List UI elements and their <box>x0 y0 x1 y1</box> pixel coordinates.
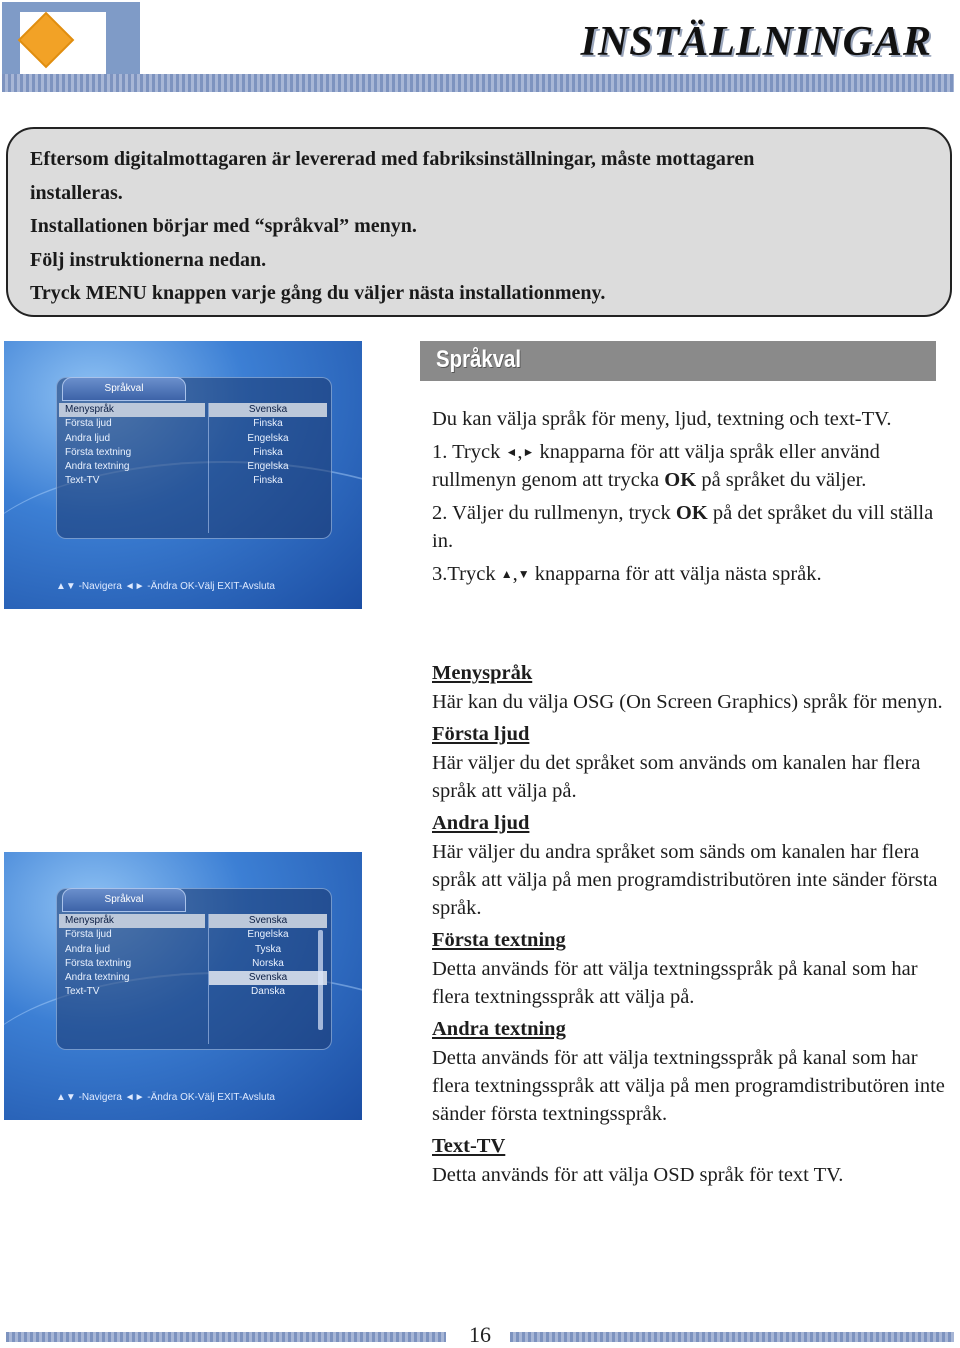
osd-menu-item: Första textning <box>65 957 132 969</box>
osd-menu-item: Menyspråk <box>59 914 205 928</box>
osd-menu-item: Text-TV <box>65 475 100 487</box>
osd-scrollbar <box>318 930 323 1030</box>
osd-menu-item: Text-TV <box>65 986 100 998</box>
osd-menu-item: Andra ljud <box>65 943 111 955</box>
step-1: 1. Tryck ◄,► knapparna för att välja språk eller använd rullmenyn genom att trycka OK på språket du väljer. <box>432 441 880 491</box>
osd-value-item: Norska <box>252 957 284 969</box>
ok-key-label: OK <box>664 469 697 491</box>
osd-menu-item: Första ljud <box>65 418 112 430</box>
intro-line: Eftersom digitalmottagaren är levererad med fabriksinställningar, måste mottagaren <box>30 148 755 170</box>
section-instructions <box>432 405 952 593</box>
osd-menu-tab: Språkval <box>62 377 186 401</box>
osd-value-item: Danska <box>251 986 285 998</box>
definition-desc: Detta används för att välja textningsspråk på kanal som har flera textningsspråk att välja på. <box>432 958 918 1008</box>
osd-value-list <box>208 403 327 533</box>
section-intro: Du kan välja språk för meny, ljud, textning och text-TV. <box>432 408 892 430</box>
osd-help-bar: ▲▼ -Navigera ◄► -Ändra OK-Välj EXIT-Avsluta <box>56 581 275 592</box>
osd-menu-item: Andra ljud <box>65 432 111 444</box>
footer-rule-left <box>6 1332 446 1342</box>
page-number: 16 <box>469 1322 491 1347</box>
definition-term: Första textning <box>432 929 566 951</box>
osd-menu-item: Menyspråk <box>59 403 205 417</box>
header-rule <box>2 74 954 92</box>
definitions-list <box>432 655 952 1191</box>
osd-value-item: Tyska <box>254 943 282 955</box>
language-menu-screenshot <box>4 341 362 609</box>
osd-value-item: Engelska <box>247 461 289 473</box>
definition-desc: Här väljer du andra språket som sänds om kanalen har flera språk att välja på men programdistributören inte sänder första språk. <box>432 841 938 919</box>
osd-menu-list <box>59 403 205 533</box>
osd-menu-item: Första ljud <box>65 929 112 941</box>
intro-line: installeras. <box>30 181 123 204</box>
osd-menu-item: Andra textning <box>65 461 130 473</box>
definition-term: Menyspråk <box>432 662 533 684</box>
definition-desc: Detta används för att välja textningsspråk på kanal som har flera textningsspråk att välja på men programdistributören inte sänder första textningsspråk. <box>432 1047 945 1125</box>
section-heading: Språkval <box>436 346 522 373</box>
osd-value-item: Svenska <box>209 971 327 985</box>
definition-desc: Detta används för att välja OSD språk för text TV. <box>432 1164 844 1186</box>
right-arrow-icon: ► <box>522 445 535 459</box>
page-title: INSTÄLLNINGAR <box>580 19 932 65</box>
intro-line: Följ instruktionerna nedan. <box>30 248 267 271</box>
definition-term: Andra textning <box>432 1018 566 1040</box>
osd-value-item: Finska <box>253 418 283 430</box>
footer-rule-right <box>510 1332 954 1342</box>
intro-line: Installationen börjar med “språkval” menyn. <box>30 215 417 237</box>
up-arrow-icon: ▲ <box>500 567 513 581</box>
definition-desc: Här kan du välja OSG (On Screen Graphics) språk för menyn. <box>432 691 943 713</box>
osd-dropdown-list <box>208 914 327 1044</box>
osd-value-item: Engelska <box>247 432 289 444</box>
language-dropdown-screenshot <box>4 852 362 1120</box>
ok-key-label: OK <box>675 502 708 524</box>
osd-menu-tab: Språkval <box>62 888 186 912</box>
intro-box <box>6 127 952 317</box>
intro-line: Tryck MENU knappen varje gång du väljer nästa installationmeny. <box>30 282 606 304</box>
osd-menu-item: Andra textning <box>65 972 130 984</box>
osd-value-item: Svenska <box>209 403 327 417</box>
left-arrow-icon: ◄ <box>505 445 518 459</box>
osd-help-bar: ▲▼ -Navigera ◄► -Ändra OK-Välj EXIT-Avsluta <box>56 1092 275 1103</box>
osd-menu-list <box>59 914 205 1044</box>
osd-menu-item: Första textning <box>65 446 132 458</box>
osd-value-item: Engelska <box>247 929 289 941</box>
definition-term: Text-TV <box>432 1135 506 1157</box>
section-heading-bar <box>420 341 936 381</box>
down-arrow-icon: ▼ <box>517 567 530 581</box>
osd-value-item: Svenska <box>209 914 327 928</box>
osd-value-item: Finska <box>253 475 283 487</box>
step-3: 3.Tryck ▲,▼ knapparna för att välja nästa språk. <box>432 563 822 585</box>
step-2: 2. Väljer du rullmenyn, tryck OK på det språket du vill ställa in. <box>432 502 934 552</box>
definition-desc: Här väljer du det språket som används om kanalen har flera språk att välja på. <box>432 752 921 802</box>
osd-value-item: Finska <box>253 446 283 458</box>
definition-term: Andra ljud <box>432 812 530 834</box>
definition-term: Första ljud <box>432 723 530 745</box>
